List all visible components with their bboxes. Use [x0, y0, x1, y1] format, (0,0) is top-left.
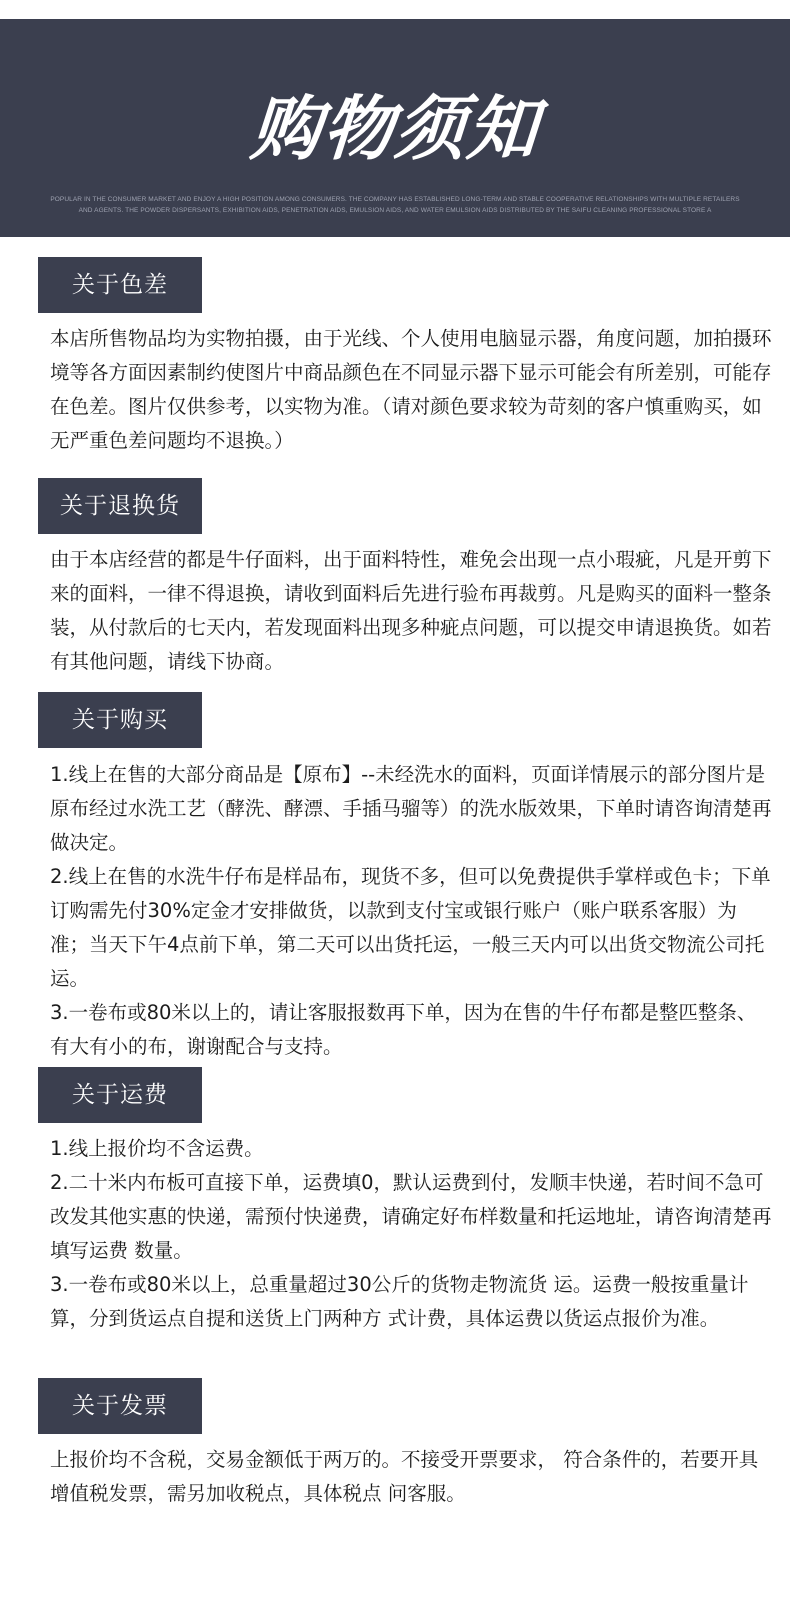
section-heading: 关于购买 [38, 692, 202, 748]
paragraph: 3.一卷布或80米以上，总重量超过30公斤的货物走物流货 运。运费一般按重量计算，分到货运点自提和送货上门两种方 式计费，具体运费以货运点报价为准。 [50, 1273, 749, 1330]
paragraph: 2.二十米内布板可直接下单，运费填0，默认运费到付，发顺丰快递，若时间不急可改发其他实惠的快递，需预付快递费，请确定好布样数量和托运地址，请咨询清楚再填写运费 数量。 [50, 1171, 772, 1262]
section-heading: 关于发票 [38, 1378, 202, 1434]
section-body [50, 1443, 772, 1511]
section-heading: 关于退换货 [38, 478, 202, 534]
section-body [50, 543, 772, 679]
banner-subtitle: POPULAR IN THE CONSUMER MARKET AND ENJOY A HIGH POSITION AMONG CONSUMERS. THE COMPANY HAS ESTABLISHED LONG-TERM AND STABLE COOPERATIVE RELATIONSHIPS WITH MULTIPLE RETAILERS AND AGENTS. THE POWDER DISPERSANTS, EXHIBITION AIDS, PENETRATION AIDS, EMULSION AIDS, AND WATER EMULSION AIDS DISTRIBUTED BY THE SAIFU CLEANING PROFESSIONAL STORE A [50, 196, 740, 214]
paragraph: 本店所售物品均为实物拍摄，由于光线、个人使用电脑显示器，角度问题，加拍摄环境等各方面因素制约使图片中商品颜色在不同显示器下显示可能会有所差别，可能存在色差。图片仅供参考，以实物为准。（请对颜色要求较为苛刻的客户慎重购买，如无严重色差问题均不退换。） [50, 327, 772, 452]
section-body [50, 322, 772, 458]
paragraph: 2.线上在售的水洗牛仔布是样品布，现货不多，但可以免费提供手掌样或色卡；下单订购需先付30%定金才安排做货，以款到支付宝或银行账户（账户联系客服）为准；当天下午4点前下单，第二天可以出货托运，一般三天内可以出货交物流公司托运。 [50, 865, 771, 990]
header-banner [0, 19, 790, 237]
section-body [50, 1132, 772, 1336]
section-heading: 关于色差 [38, 257, 202, 313]
paragraph: 1.线上在售的大部分商品是【原布】--未经洗水的面料，页面详情展示的部分图片是原布经过水洗工艺（酵洗、酵漂、手插马骝等）的洗水版效果，下单时请咨询清楚再做决定。 [50, 763, 772, 854]
paragraph: 由于本店经营的都是牛仔面料，出于面料特性，难免会出现一点小瑕疵，凡是开剪下来的面料，一律不得退换，请收到面料后先进行验布再裁剪。凡是购买的面料一整条装，从付款后的七天内，若发现面料出现多种疵点问题，可以提交申请退换货。如若有其他问题，请线下协商。 [50, 548, 772, 673]
page-title: 购物须知 [248, 88, 542, 170]
section-heading: 关于运费 [38, 1067, 202, 1123]
paragraph: 1.线上报价均不含运费。 [50, 1137, 264, 1160]
section-body [50, 758, 772, 1064]
paragraph: 3.一卷布或80米以上的，请让客服报数再下单，因为在售的牛仔布都是整匹整条、有大有小的布，谢谢配合与支持。 [50, 1001, 757, 1058]
paragraph: 上报价均不含税，交易金额低于两万的。不接受开票要求， 符合条件的，若要开具增值税发票，需另加收税点，具体税点 问客服。 [50, 1448, 759, 1505]
